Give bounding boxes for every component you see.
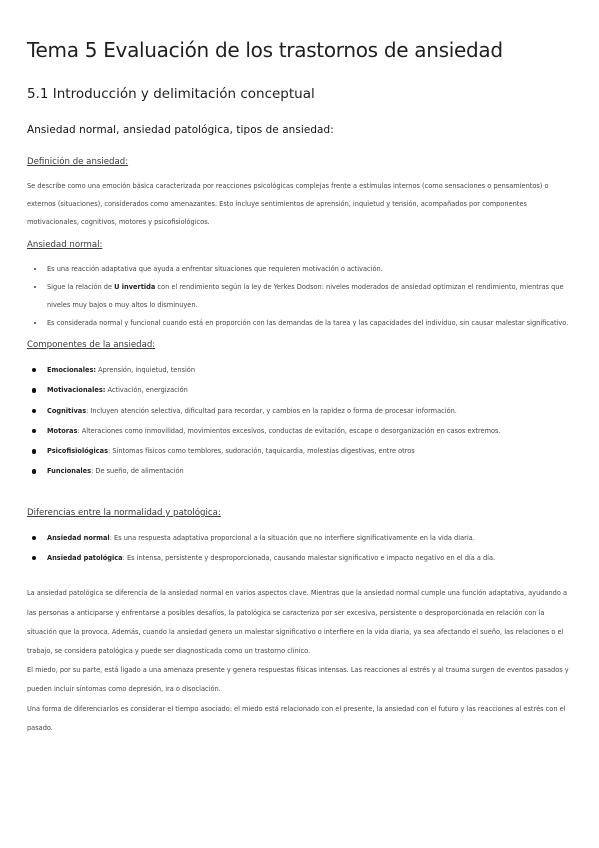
list-item: Es una reacción adaptativa que ayuda a enfrentar situaciones que requieren motivación o activación. (27, 260, 571, 278)
definicion-text: Se describe como una emoción básica caracterizada por reacciones psicológicas complejas frente a estímulos internos (como sensaciones o pensamientos) o externos (situaciones), considerados como amenazantes. Esto incluye sentimientos de aprensión, inquietud y tensión, acompañados por componentes motivacionales, cognitivos, motores y psicofisiológicos. (27, 182, 549, 226)
normal-label: Ansiedad normal: (27, 240, 103, 250)
list-item (27, 461, 571, 481)
list-item (27, 380, 571, 400)
list-item (27, 278, 571, 314)
item-text: : De sueño, de alimentación (91, 467, 184, 476)
diferencias-label: Diferencias entre la normalidad y patológica: (27, 507, 221, 518)
item-text: : Síntomas físicos como temblores, sudoración, taquicardia, molestias digestivas, entre otros (108, 447, 415, 456)
closing-paragraphs (27, 584, 571, 738)
item-term: Motivacionales: (47, 386, 106, 395)
item-term: U invertida (114, 283, 156, 291)
list-item (27, 548, 571, 568)
list-item (27, 441, 571, 461)
normal-list (27, 260, 571, 332)
list-item (27, 421, 571, 441)
item-text: : Es una respuesta adaptativa proporcional a la situación que no interfiere significativamente en la vida diaria. (109, 533, 475, 542)
section-heading: Ansiedad normal, ansiedad patológica, tipos de ansiedad: (27, 124, 334, 136)
componentes-list (27, 360, 571, 482)
item-text: : Es intensa, persistente y desproporcionada, causando malestar significativo e impacto negativo en el día a día. (122, 554, 496, 563)
item-term: Psicofisiológicas (47, 447, 108, 456)
item-term: Cognitivas (47, 406, 87, 415)
section-subtitle: 5.1 Introducción y delimitación conceptual (27, 86, 315, 102)
item-term: Emocionales: (47, 366, 97, 374)
item-term: Ansiedad patológica (47, 554, 123, 563)
list-item: Es considerada normal y funcional cuando está en proporción con las demandas de la tarea y las capacidades del individuo, sin causar malestar significativo. (27, 314, 571, 332)
item-text: Activación, energización (105, 386, 188, 395)
item-text: con el rendimiento según la ley de Yerkes Dodson: niveles moderados de ansiedad optimizan el rendimiento, mientras que niveles muy bajos o muy altos lo disminuyen. (47, 283, 564, 309)
item-text: Sigue la relación de (47, 283, 115, 291)
definicion-label: Definición de ansiedad: (27, 157, 129, 167)
item-term: Funcionales (47, 467, 92, 476)
list-item (27, 528, 571, 548)
paragraph: El miedo, por su parte, está ligado a una amenaza presente y genera respuestas físicas intensas. Las reacciones al estrés y al trauma surgen de eventos pasados y pueden incluir síntomas como depresión, ira o disociación. (27, 666, 569, 694)
item-text: : Incluyen atención selectiva, dificultad para recordar, y cambios en la rapidez o forma de procesar información. (86, 406, 457, 415)
componentes-label: Componentes de la ansiedad: (27, 340, 156, 350)
item-term: Motoras (47, 426, 78, 435)
item-term: Ansiedad normal (47, 533, 110, 542)
item-text: Aprensión, inquietud, tensión (96, 366, 196, 374)
diferencias-list (27, 528, 571, 569)
item-text: : Alteraciones como inmovilidad, movimientos excesivos, conductas de evitación, escape o desorganización en casos extremos. (77, 426, 501, 435)
paragraph: La ansiedad patológica se diferencia de la ansiedad normal en varios aspectos clave. Mientras que la ansiedad normal cumple una función adaptativa, ayudando a las personas a anticiparse y enfrentarse a posibles desafíos, la patológica se caracteriza por ser excesiva, persistente o desproporcionada en relación con la situación que la provoca. Además, cuando la ansiedad genera un malestar significativo o interfiere en la vida diaria, ya sea afectando el sueño, las relaciones o el trabajo, se considera patológica y puede ser diagnosticada como un trastorno clínico. (27, 589, 568, 655)
list-item (27, 401, 571, 421)
document-title: Tema 5 Evaluación de los trastornos de ansiedad (27, 38, 503, 62)
paragraph: Una forma de diferenciarlos es considerar el tiempo asociado: el miedo está relacionado con el presente, la ansiedad con el futuro y las reacciones al estrés con el pasado. (27, 704, 566, 732)
list-item (27, 360, 571, 380)
